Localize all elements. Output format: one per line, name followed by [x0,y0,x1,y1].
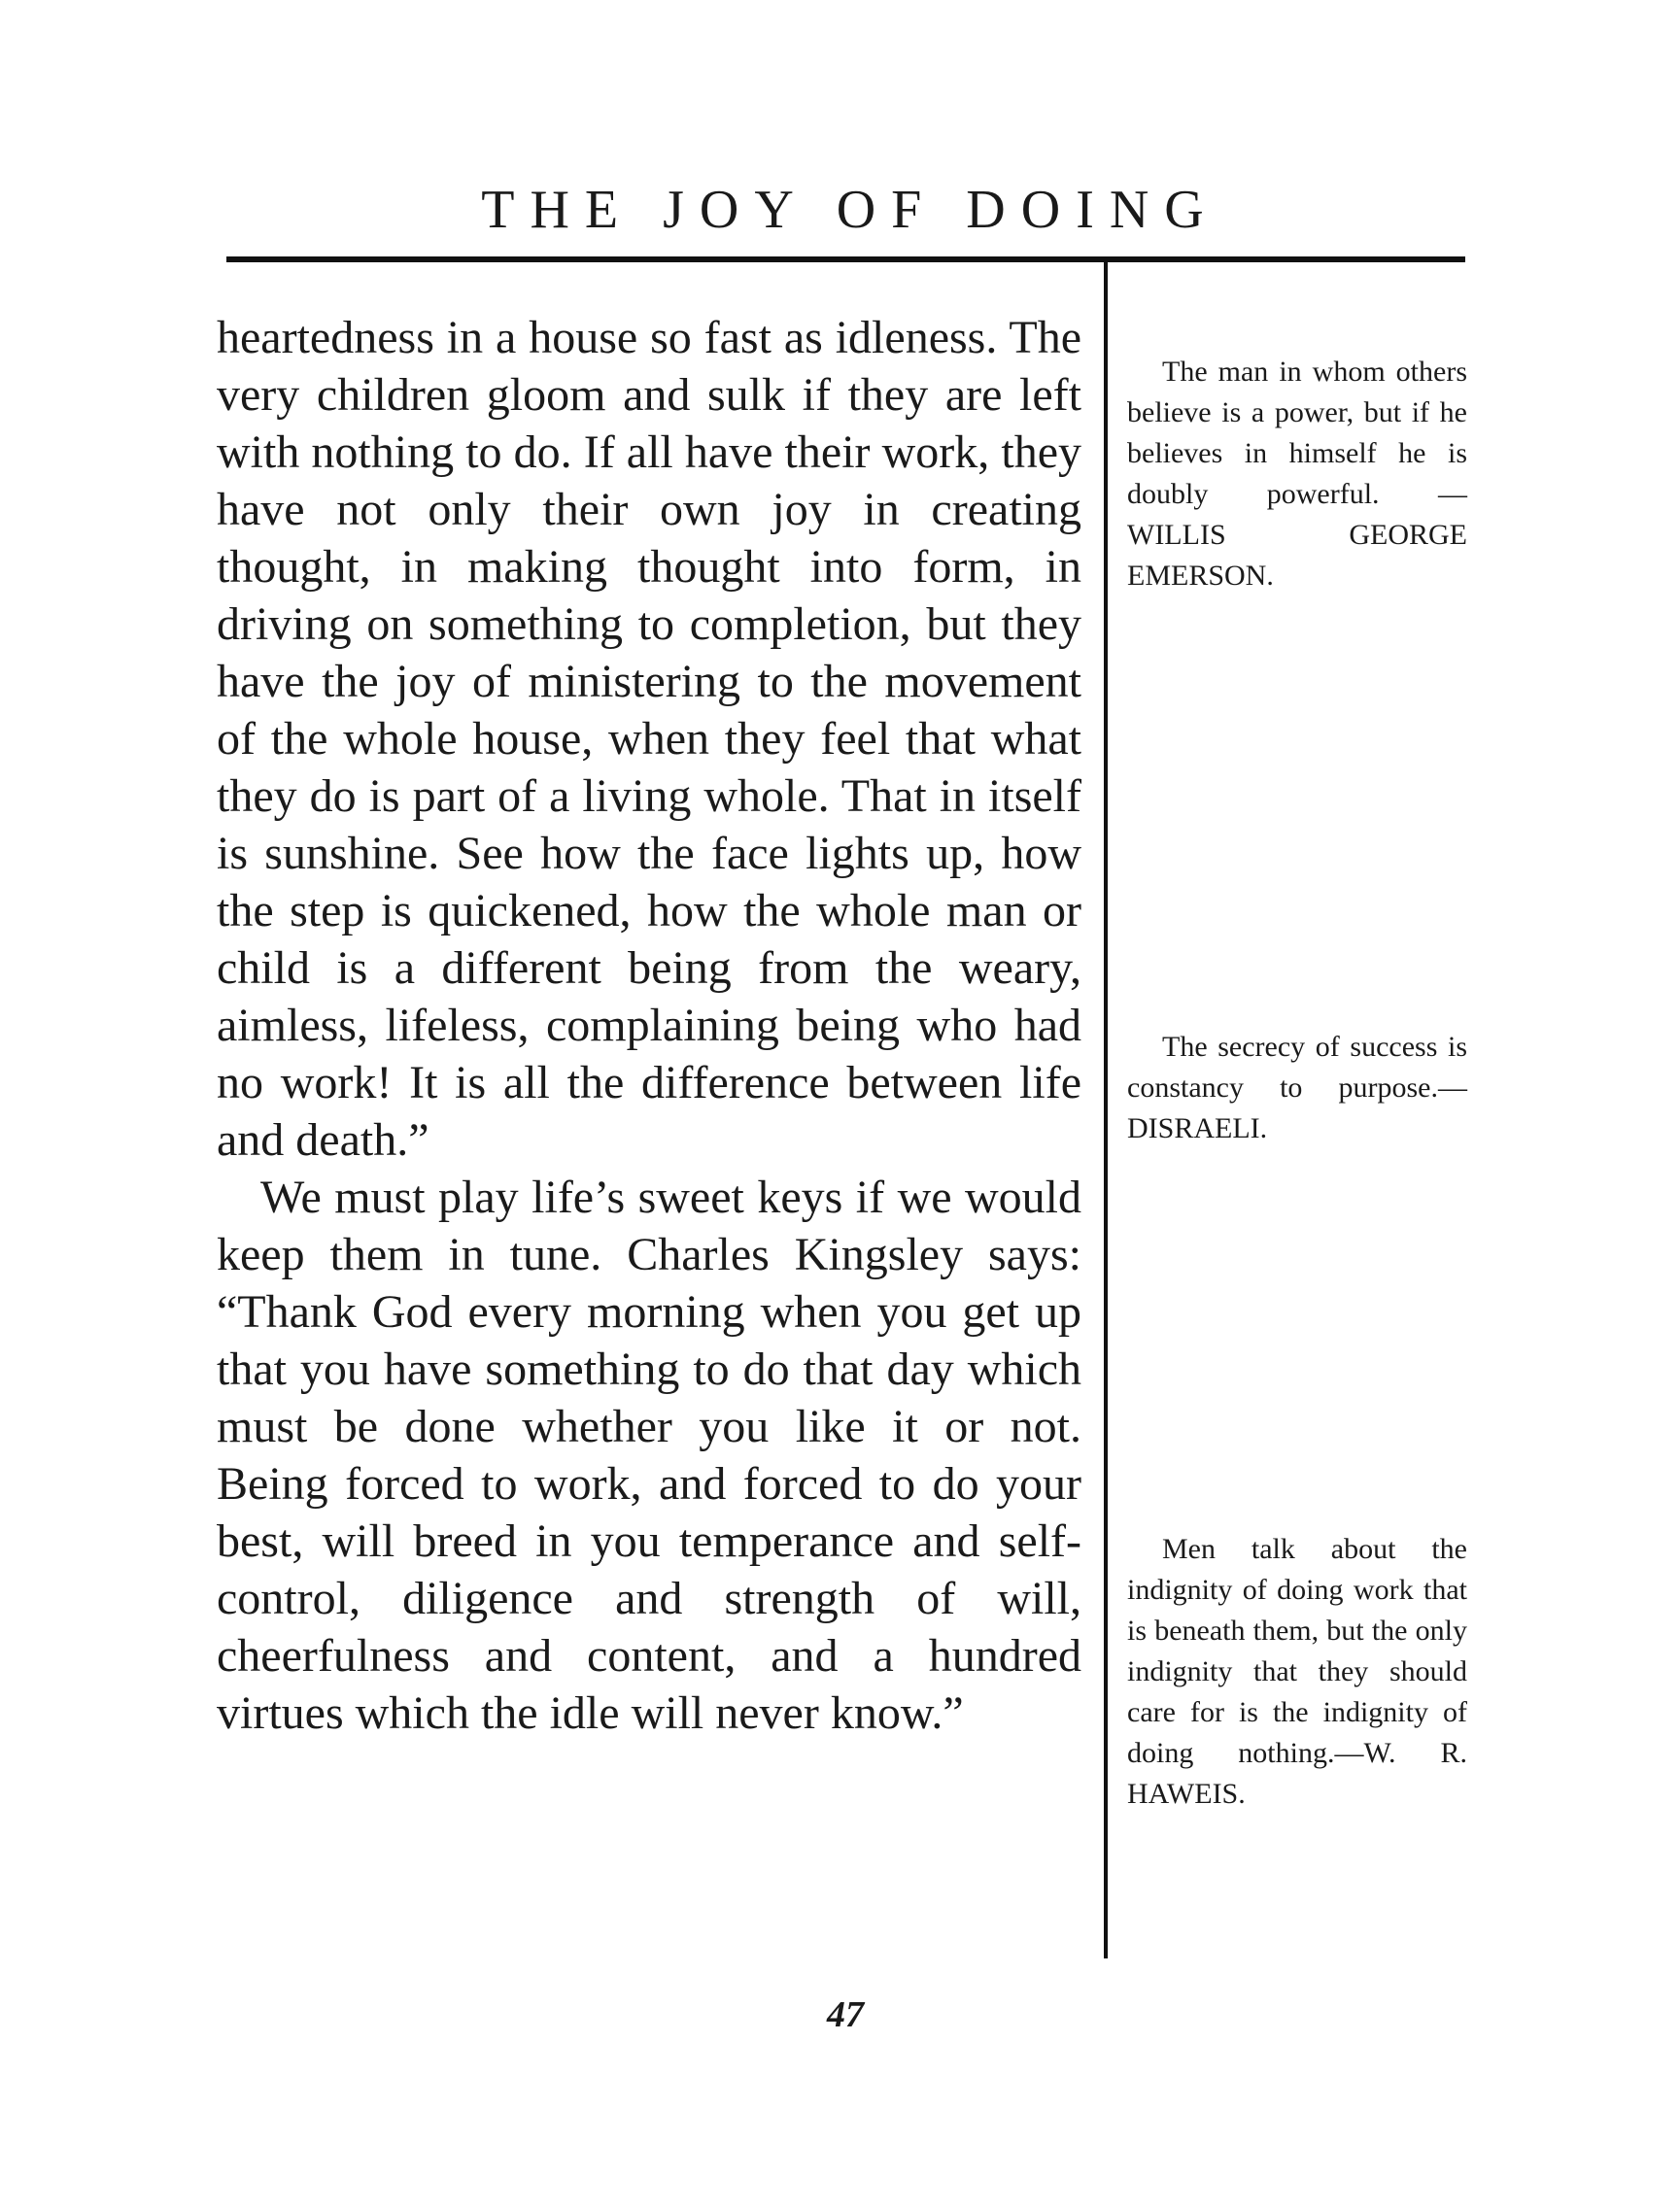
sidenote-text: The secrecy of success is constancy to purpose.—DISRAELI. [1127,1031,1467,1144]
page-number: 47 [827,1994,864,2035]
sidenote [1127,352,1467,596]
column-divider [1104,256,1108,1958]
sidenote-text: Men talk about the indignity of doing work that is beneath them, but the only indignity that they should care for is the indignity of doing nothing.—W. R. HAWEIS. [1127,1533,1467,1810]
sidenote [1127,1027,1467,1149]
sidenote-text: The man in whom others believe is a power, but if he believes in himself he is doubly powerful. — WILLIS GEORGE EMERSON. [1127,356,1467,592]
header-rule [226,256,1465,262]
main-text-column [217,309,1081,1742]
running-head: THE JOY OF DOING [481,180,1219,240]
paragraph: heartedness in a house so fast as idleness. The very children gloom and sulk if they are left with nothing to do. If all have their work, they have not only their own joy in creating thought, in making thought into form, in driving on something to completion, but they have the joy of ministering to the movement of the whole house, when they feel that what they do is part of a living whole. That in itself is sunshine. See how the face lights up, how the step is quickened, how the whole man or child is a different being from the weary, aimless, lifeless, complaining being who had no work! It is all the difference between life and death.” [217,312,1081,1166]
sidenote [1127,1529,1467,1815]
paragraph: We must play life’s sweet keys if we would keep them in tune. Charles Kingsley says: “Thank God every morning when you get up that you have something to do that day which must be done whether you like it or not. Being forced to work, and forced to do your best, will breed in you temperance and self-control, diligence and strength of will, cheerfulness and content, and a hundred virtues which the idle will never know.” [217,1172,1081,1739]
